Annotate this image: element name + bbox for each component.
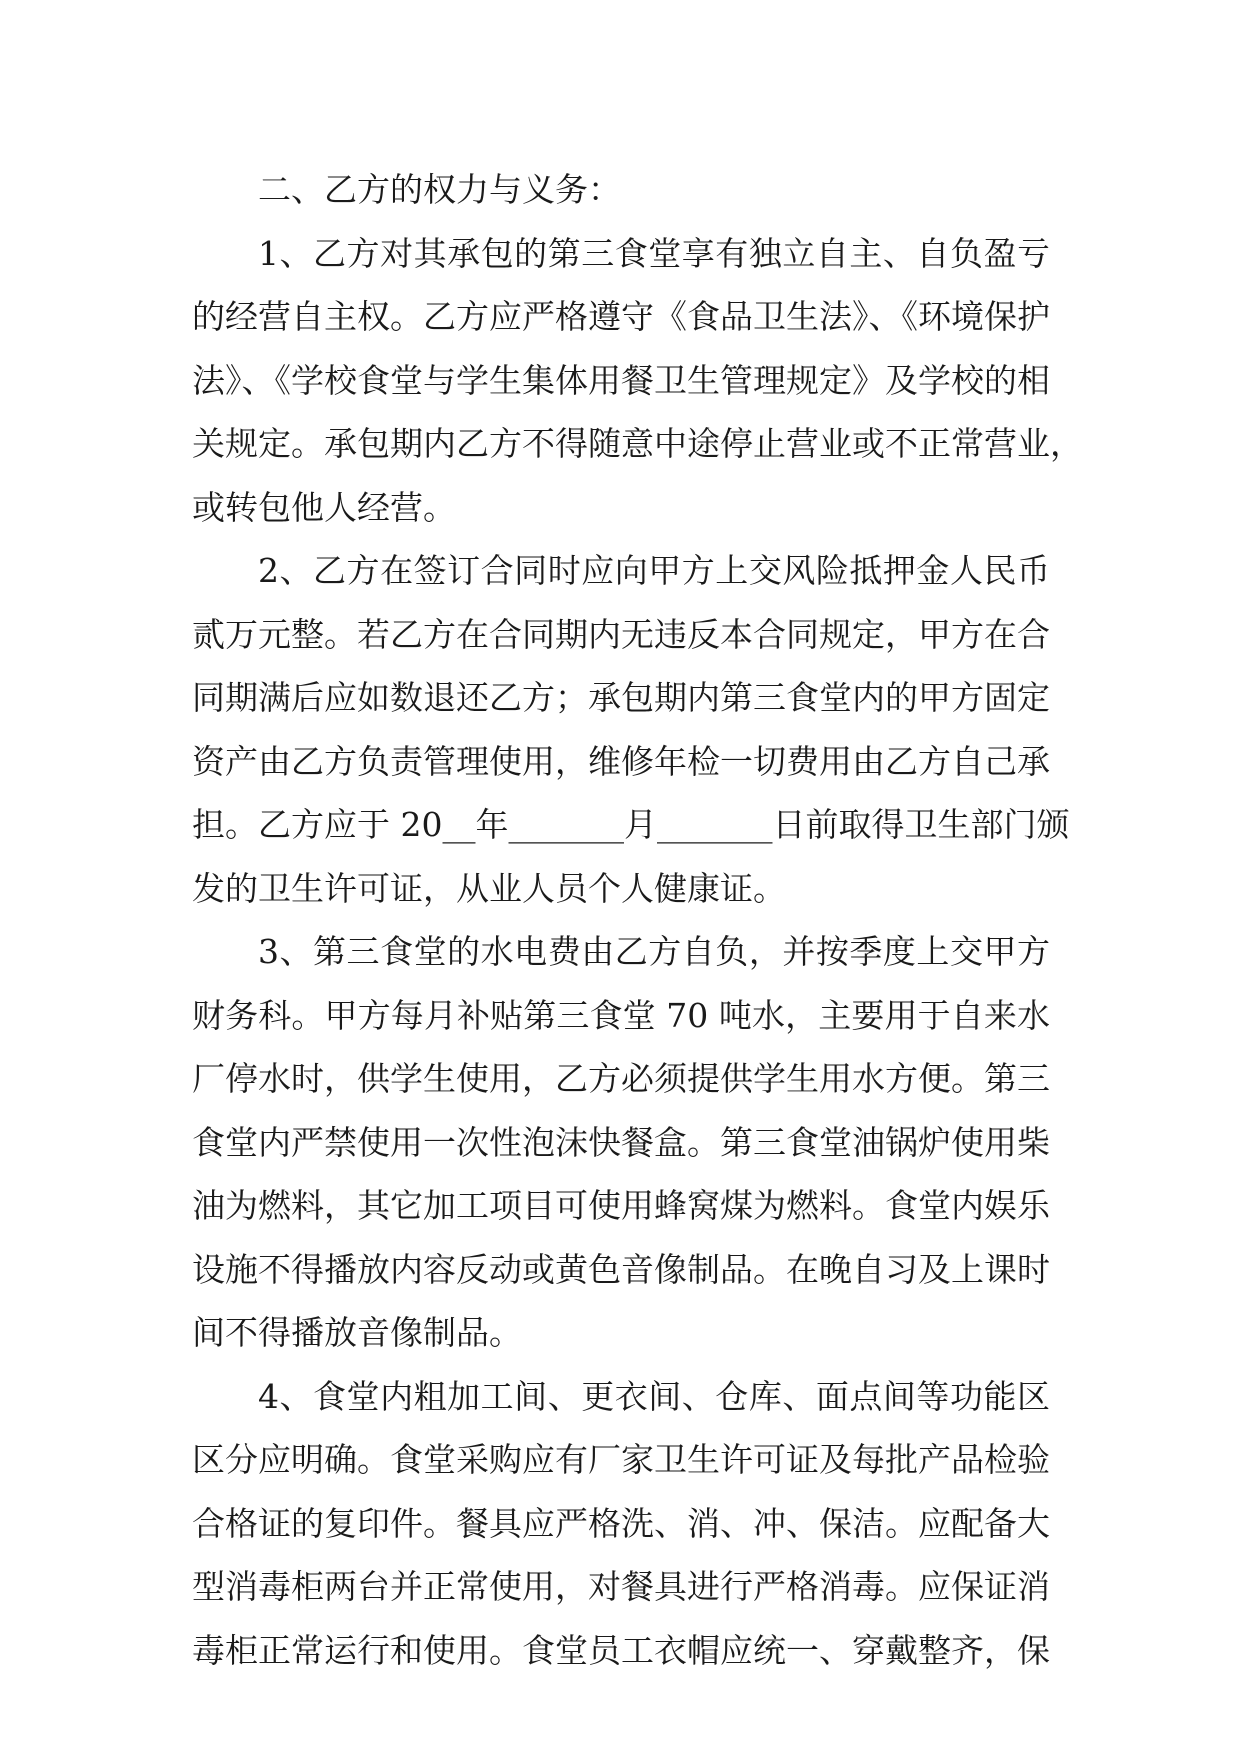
text-line: 发的卫生许可证，从业人员个人健康证。 (192, 868, 786, 908)
text-line: 区分应明确。食堂采购应有厂家卫生许可证及每批产品检验 (192, 1440, 1050, 1479)
text-line: 财务科。甲方每月补贴第三食堂 70 吨水，主要用于自来水 (192, 995, 1050, 1035)
text-line: 4、食堂内粗加工间、更衣间、仓库、面点间等功能区 (258, 1376, 1050, 1416)
text-line: 贰万元整。若乙方在合同期内无违反本合同规定，甲方在合 (192, 614, 1050, 654)
text-line: 油为燃料，其它加工项目可使用蜂窝煤为燃料。食堂内娱乐 (192, 1186, 1050, 1225)
text-line: 食堂内严禁使用一次性泡沫快餐盒。第三食堂油锅炉使用柴 (192, 1122, 1050, 1162)
text-line: 3、第三食堂的水电费由乙方自负，并按季度上交甲方 (258, 932, 1050, 971)
text-line: 1、乙方对其承包的第三食堂享有独立自主、自负盈亏 (258, 233, 1050, 273)
text-line: 2、乙方在签订合同时应向甲方上交风险抵押金人民币 (258, 551, 1050, 590)
document-body (192, 158, 1083, 1682)
text-line: 毒柜正常运行和使用。食堂员工衣帽应统一、穿戴整齐，保 (192, 1630, 1050, 1670)
text-line: 二、乙方的权力与义务： (258, 170, 621, 209)
text-line: 法》、《学校食堂与学生集体用餐卫生管理规定》及学校的相 (192, 360, 1050, 400)
text-line: 或转包他人经营。 (192, 487, 456, 527)
text-line: 厂停水时，供学生使用，乙方必须提供学生用水方便。第三 (192, 1059, 1050, 1098)
text-line: 型消毒柜两台并正常使用，对餐具进行严格消毒。应保证消 (192, 1567, 1050, 1606)
text-line: 资产由乙方负责管理使用，维修年检一切费用由乙方自己承 (192, 741, 1050, 781)
text-line: 设施不得播放内容反动或黄色音像制品。在晚自习及上课时 (192, 1249, 1050, 1289)
text-line: 担。乙方应于 20__年_______月_______日前取得卫生部门颁 (192, 805, 1070, 844)
text-line: 合格证的复印件。餐具应严格洗、消、冲、保洁。应配备大 (192, 1503, 1050, 1543)
text-line: 关规定。承包期内乙方不得随意中途停止营业或不正常营业， (192, 424, 1083, 463)
text-line: 的经营自主权。乙方应严格遵守《食品卫生法》、《环境保护 (192, 297, 1050, 336)
text-line: 间不得播放音像制品。 (192, 1313, 522, 1352)
text-line: 同期满后应如数退还乙方；承包期内第三食堂内的甲方固定 (192, 678, 1050, 717)
